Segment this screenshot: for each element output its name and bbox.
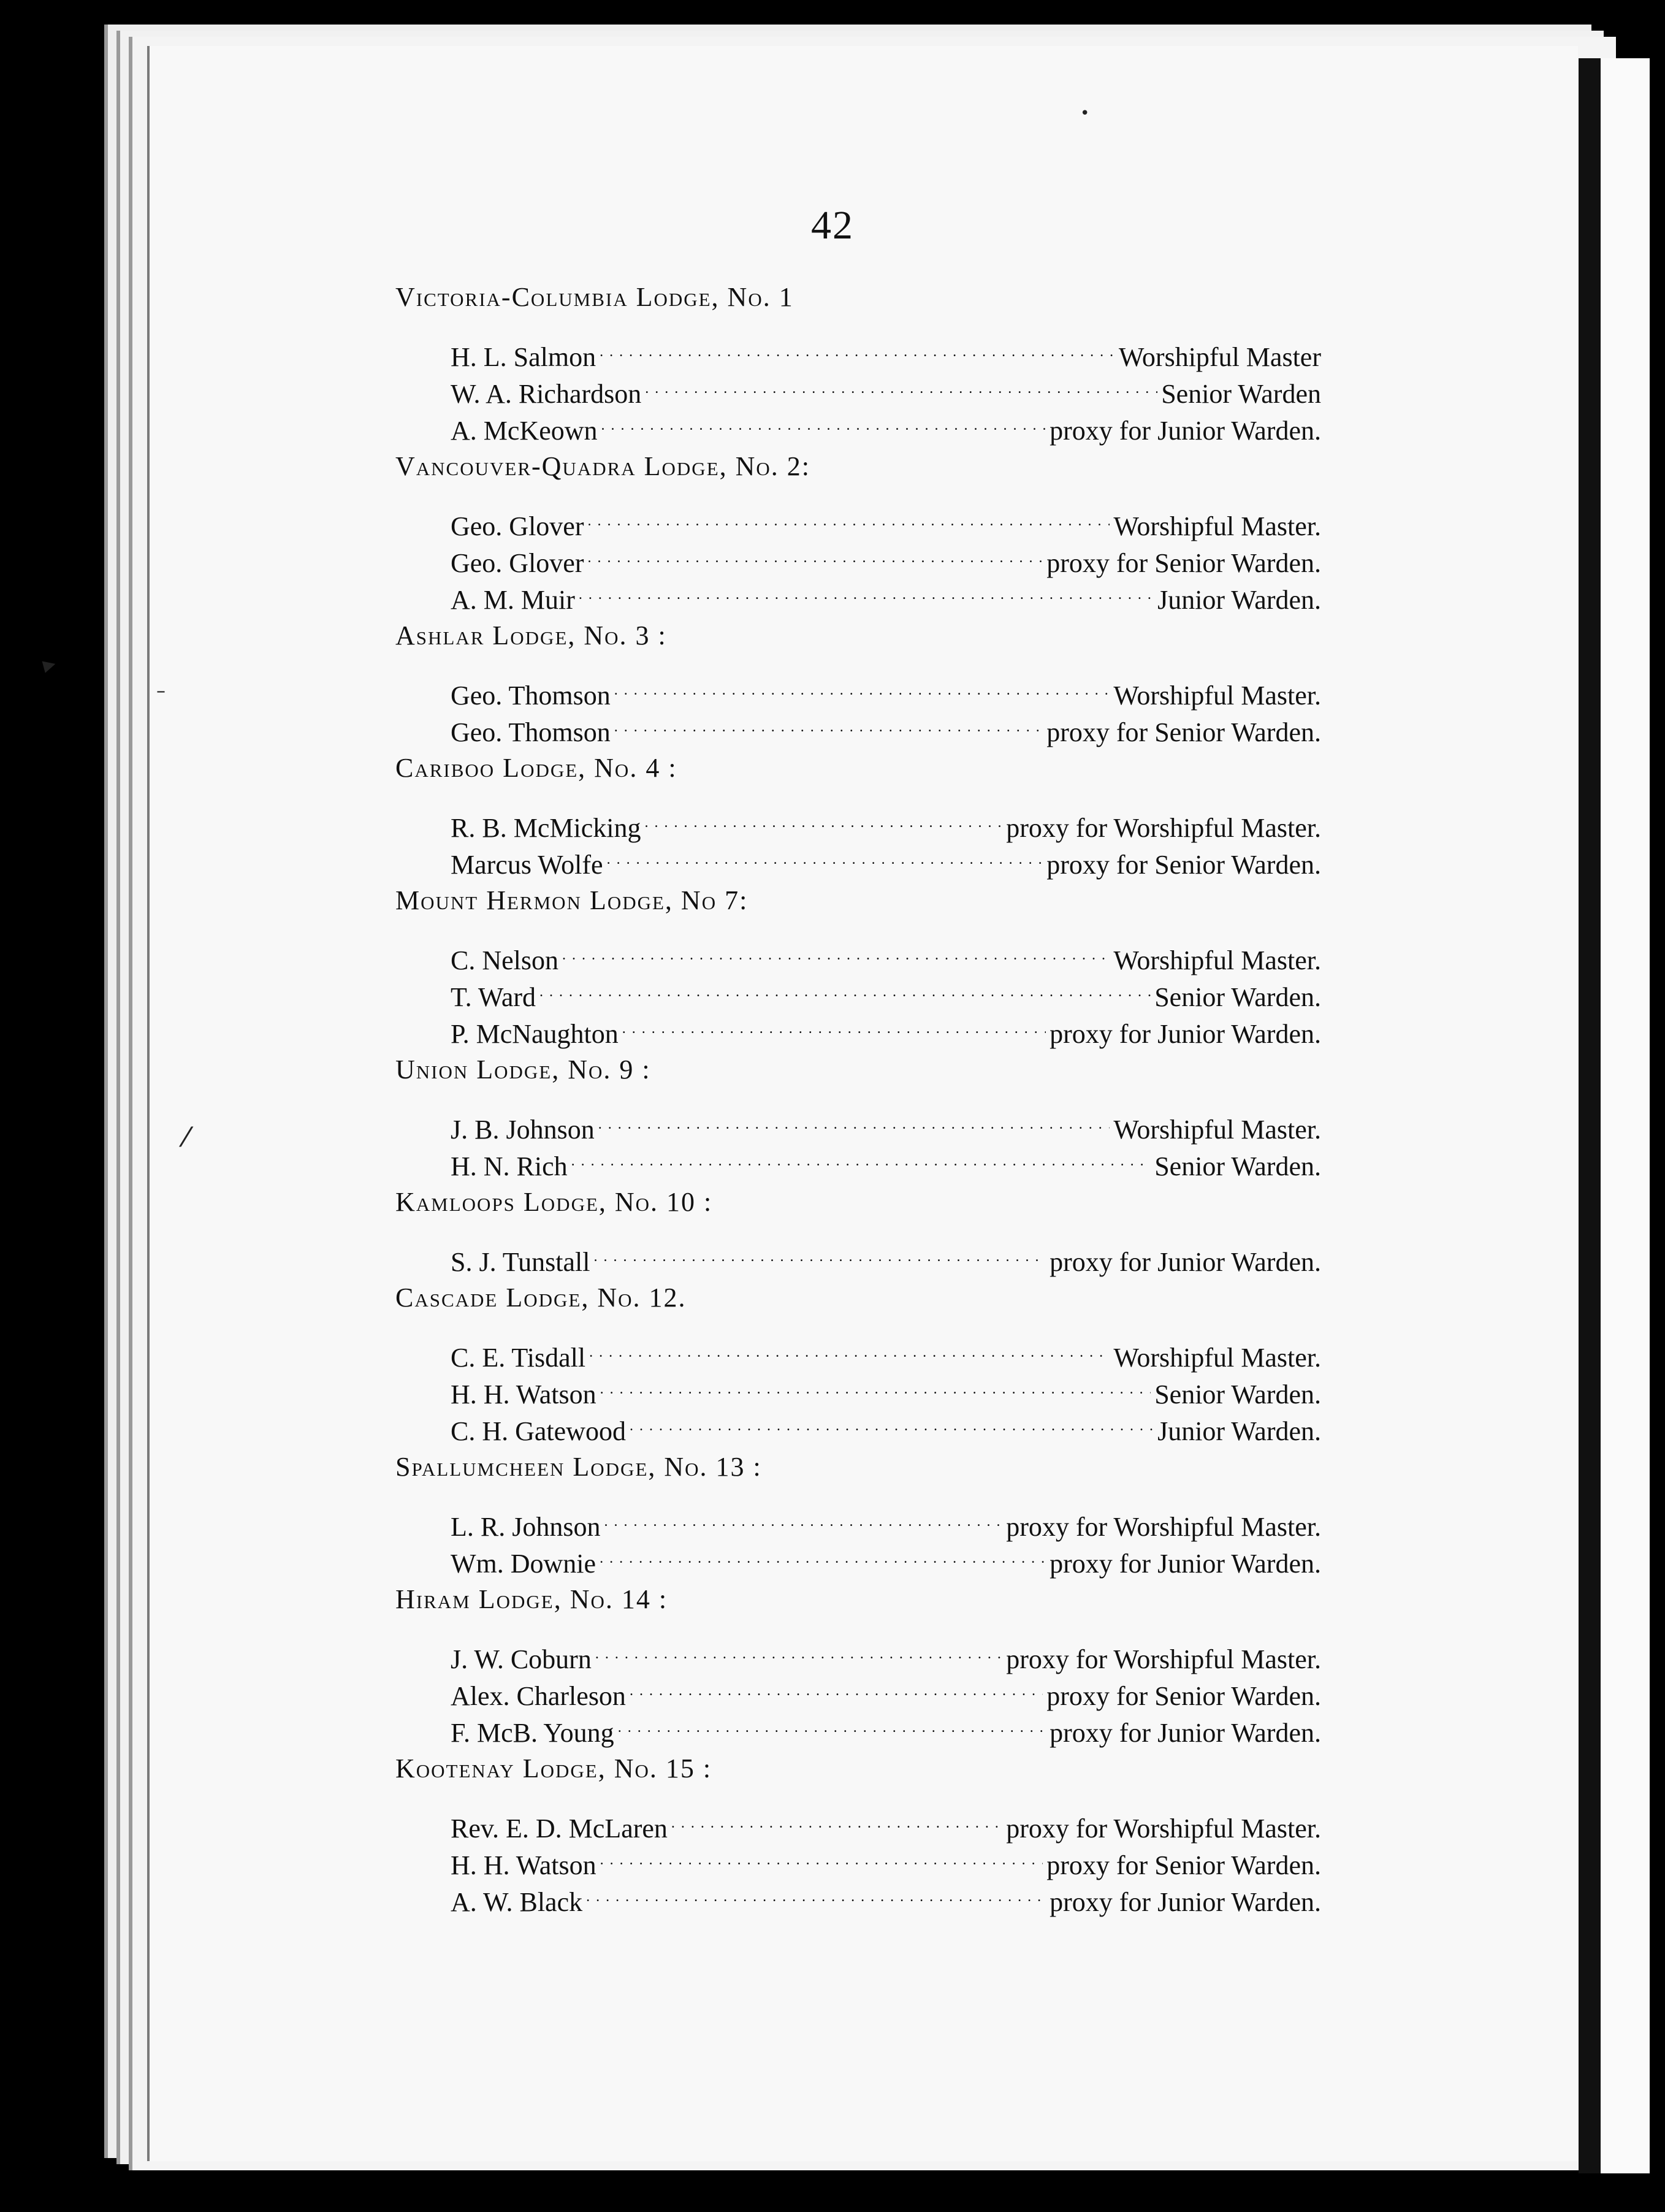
officer-name: C. Nelson [451,945,558,975]
dot-leader [571,1138,1151,1175]
officer-office: Junior Warden. [1157,585,1321,615]
officer-office: Senior Warden. [1154,982,1321,1012]
lodge-section [395,1051,1321,1181]
ink-speck: • [1080,104,1090,123]
lodge-heading: Union Lodge, No. 9 : [395,1055,651,1085]
ink-mark: ▸ [39,649,59,679]
officer-row [395,329,1321,372]
officer-office: proxy for Worshipful Master. [1006,813,1321,843]
officer-office: proxy for Senior Warden. [1046,1850,1321,1880]
book-gutter-shadow [1579,58,1601,2173]
ink-mark: – [156,681,166,702]
dot-leader [600,329,1115,366]
lodge-section [395,750,1321,880]
officer-row [395,1499,1321,1542]
officer-name: H. H. Watson [451,1379,596,1409]
lodge-section [395,1581,1321,1748]
officer-name: Geo. Glover [451,548,584,578]
officer-name: Wm. Downie [451,1549,596,1579]
dot-leader [562,932,1110,969]
page-number: 42 [811,203,854,248]
officer-name: H. N. Rich [451,1151,568,1181]
officer-row [395,1234,1321,1277]
officer-name: J. W. Coburn [451,1644,592,1674]
lodge-section [395,279,1321,446]
lodge-section [395,1280,1321,1446]
officer-office: proxy for Junior Warden. [1050,416,1321,446]
officer-row [395,800,1321,843]
dot-leader [593,1234,1046,1271]
officer-name: C. H. Gatewood [451,1416,626,1446]
officer-name: T. Ward [451,982,536,1012]
dot-leader [601,403,1046,440]
lodge-heading: Spallumcheen Lodge, No. 13 : [395,1452,762,1482]
lodge-heading: Cariboo Lodge, No. 4 : [395,753,677,783]
officer-office: proxy for Senior Warden. [1046,1681,1321,1711]
officer-office: Worshipful Master. [1113,511,1321,541]
officer-row [395,932,1321,975]
officer-office: proxy for Junior Warden. [1050,1019,1321,1049]
officer-row [395,498,1321,541]
officer-row [395,1330,1321,1373]
dot-leader [614,704,1043,741]
lodge-heading: Hiram Lodge, No. 14 : [395,1584,668,1614]
dot-leader [598,1102,1110,1138]
officer-name: Geo. Thomson [451,681,611,711]
dot-leader [618,1705,1046,1742]
dot-leader [607,837,1043,874]
lodge-heading: Victoria-Columbia Lodge, No. 1 [395,282,794,312]
officer-name: R. B. McMicking [451,813,641,843]
officer-office: Worshipful Master. [1113,1343,1321,1373]
officer-name: A. W. Black [451,1887,583,1917]
dot-leader [579,572,1154,609]
officer-name: J. B. Johnson [451,1115,595,1145]
officer-name: A. McKeown [451,416,598,446]
officer-row [395,1631,1321,1674]
lodge-heading: Vancouver-Quadra Lodge, No. 2: [395,451,811,481]
officer-office: proxy for Senior Warden. [1046,850,1321,880]
officer-office: proxy for Junior Warden. [1050,1887,1321,1917]
officer-office: Senior Warden [1161,379,1321,409]
dot-leader [600,1367,1151,1403]
officer-name: A. M. Muir [451,585,575,615]
dot-leader [600,1536,1046,1573]
dot-leader [588,498,1110,535]
officer-row [395,1102,1321,1145]
ink-mark: ⁄ [184,1122,189,1153]
dot-leader [604,1499,1002,1536]
officer-office: Worshipful Master. [1113,1115,1321,1145]
lodge-section [395,1750,1321,1917]
officer-name: P. McNaughton [451,1019,619,1049]
dot-leader [586,1874,1046,1911]
officer-name: L. R. Johnson [451,1512,601,1542]
lodge-section [395,1184,1321,1277]
officer-office: proxy for Junior Warden. [1050,1247,1321,1277]
lodge-section [395,448,1321,615]
officer-name: W. A. Richardson [451,379,642,409]
officer-office: Junior Warden. [1157,1416,1321,1446]
lodge-heading: Ashlar Lodge, No. 3 : [395,620,667,650]
officer-office: proxy for Worshipful Master. [1006,1644,1321,1674]
lodge-heading: Kootenay Lodge, No. 15 : [395,1753,712,1783]
officer-name: F. McB. Young [451,1718,614,1748]
dot-leader [630,1403,1154,1440]
dot-leader [622,1006,1046,1043]
officer-office: Senior Warden. [1154,1379,1321,1409]
officer-office: Senior Warden. [1154,1151,1321,1181]
dot-leader [589,1330,1110,1367]
officer-office: proxy for Worshipful Master. [1006,1512,1321,1542]
lodge-heading: Kamloops Lodge, No. 10 : [395,1187,713,1217]
officer-name: H. L. Salmon [451,342,596,372]
lodge-officer-list [395,279,1321,1920]
officer-office: proxy for Junior Warden. [1050,1718,1321,1748]
facing-page-edge [1601,58,1650,2173]
dot-leader [539,969,1151,1006]
dot-leader [644,800,1002,837]
officer-name: Rev. E. D. McLaren [451,1813,668,1844]
lodge-heading: Mount Hermon Lodge, No 7: [395,885,749,915]
dot-leader [630,1668,1043,1705]
officer-name: Marcus Wolfe [451,850,603,880]
officer-name: C. E. Tisdall [451,1343,586,1373]
officer-office: Worshipful Master. [1113,681,1321,711]
officer-name: Alex. Charleson [451,1681,626,1711]
lodge-section [395,882,1321,1049]
officer-name: Geo. Glover [451,511,584,541]
dot-leader [588,535,1043,572]
officer-office: proxy for Senior Warden. [1046,717,1321,747]
officer-row [395,668,1321,711]
lodge-section [395,617,1321,747]
lodge-heading: Cascade Lodge, No. 12. [395,1283,687,1313]
lodge-section [395,1449,1321,1579]
officer-office: Worshipful Master [1118,342,1321,372]
dot-leader [645,366,1157,403]
officer-office: proxy for Worshipful Master. [1006,1813,1321,1844]
dot-leader [595,1631,1002,1668]
officer-office: proxy for Junior Warden. [1050,1549,1321,1579]
officer-name: H. H. Watson [451,1850,596,1880]
officer-office: proxy for Senior Warden. [1046,548,1321,578]
officer-row [395,1801,1321,1844]
dot-leader [600,1837,1043,1874]
officer-office: Worshipful Master. [1113,945,1321,975]
officer-name: S. J. Tunstall [451,1247,590,1277]
dot-leader [614,668,1110,704]
dot-leader [671,1801,1002,1837]
officer-name: Geo. Thomson [451,717,611,747]
